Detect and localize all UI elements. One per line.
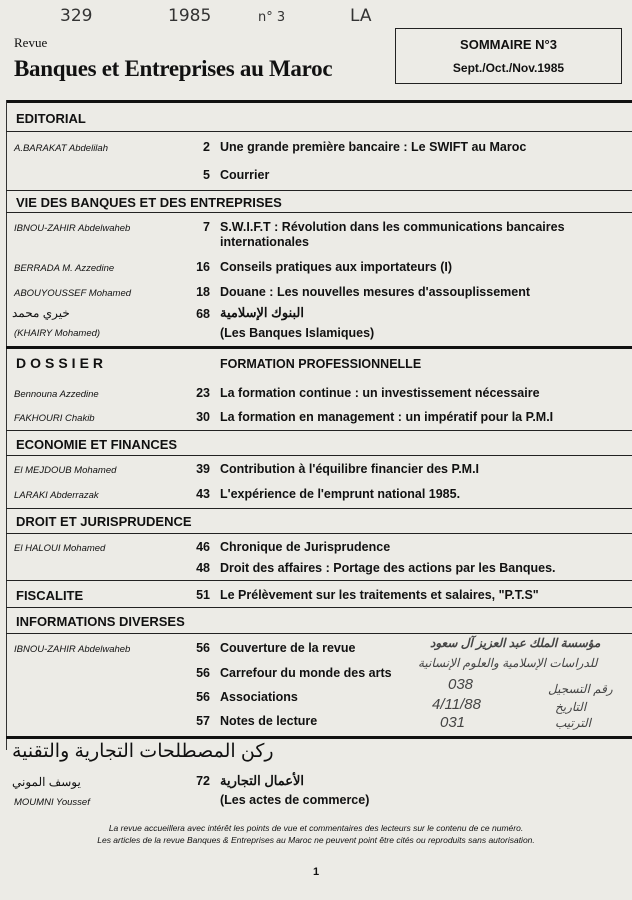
article-title[interactable]: Le Prélèvement sur les traitements et salaires, "P.T.S" bbox=[220, 588, 539, 602]
handwritten-ref: 329 bbox=[60, 6, 93, 26]
article-title[interactable]: Contribution à l'équilibre financier des P.M.I bbox=[220, 462, 480, 476]
page-number-footer: 1 bbox=[312, 866, 320, 878]
divider bbox=[6, 736, 632, 739]
page-number: 30 bbox=[196, 410, 210, 424]
divider bbox=[6, 533, 632, 534]
sommaire-date: Sept./Oct./Nov.1985 bbox=[452, 61, 565, 75]
handwritten-issue: n° 3 bbox=[258, 10, 286, 25]
sommaire-title: SOMMAIRE N°3 bbox=[460, 37, 557, 52]
divider bbox=[6, 346, 632, 349]
page-number: 56 bbox=[196, 641, 210, 655]
author: IBNOU-ZAHIR Abdelwaheb bbox=[14, 644, 131, 655]
article-title[interactable]: Carrefour du monde des arts bbox=[220, 666, 392, 680]
author: FAKHOURI Chakib bbox=[14, 413, 95, 424]
article-title[interactable]: Chronique de Jurisprudence bbox=[220, 540, 391, 554]
article-title[interactable]: Une grande première bancaire : Le SWIFT au Maroc bbox=[220, 140, 527, 154]
section-dossier: DOSSIER bbox=[16, 355, 108, 371]
article-title[interactable]: L'expérience de l'emprunt national 1985. bbox=[220, 487, 461, 501]
footer-note-2: Les articles de la revue Banques & Entreprises au Maroc ne peuvent point être cités ou reproduits sans autorisation. bbox=[97, 835, 535, 845]
article-title[interactable]: Douane : Les nouvelles mesures d'assouplissement bbox=[220, 285, 531, 299]
stamp-order-value: 031 bbox=[440, 714, 466, 731]
author: El HALOUI Mohamed bbox=[14, 543, 106, 554]
page-number: 56 bbox=[196, 666, 210, 680]
stamp-line2: للدراسات الإسلامية والعلوم الإنسانية bbox=[418, 656, 598, 670]
article-title[interactable]: La formation en management : un impératif pour la P.M.I bbox=[220, 410, 554, 424]
article-title[interactable]: (Les Banques Islamiques) bbox=[220, 326, 375, 340]
section-vie-banques: VIE DES BANQUES ET DES ENTREPRISES bbox=[16, 195, 282, 210]
article-title-arabic[interactable]: الأعمال التجارية bbox=[220, 773, 305, 788]
stamp-date-label: التاريخ bbox=[555, 700, 587, 714]
arabic-heading: ركن المصطلحات التجارية والتقنية bbox=[12, 741, 274, 762]
left-rule bbox=[6, 100, 7, 750]
page-number: 16 bbox=[196, 260, 210, 274]
divider bbox=[6, 100, 632, 103]
page-number: 7 bbox=[203, 220, 210, 234]
divider bbox=[6, 190, 632, 191]
article-title[interactable]: Droit des affaires : Portage des actions par les Banques. bbox=[220, 561, 556, 575]
journal-title: Banques et Entreprises au Maroc bbox=[14, 56, 333, 81]
stamp-order-label: الترتيب bbox=[555, 716, 591, 730]
author: ABOUYOUSSEF Mohamed bbox=[14, 288, 132, 299]
stamp-reg-label: رقم التسجيل bbox=[548, 682, 613, 696]
page-number: 23 bbox=[196, 386, 210, 400]
sommaire-box bbox=[395, 28, 622, 84]
stamp-date-value: 4/11/88 bbox=[432, 696, 481, 713]
section-fiscalite: FISCALITE bbox=[16, 588, 84, 603]
article-title[interactable]: Courrier bbox=[220, 168, 270, 182]
article-title[interactable]: Associations bbox=[220, 690, 298, 704]
author-arabic: يوسف الموني bbox=[12, 775, 81, 789]
author: BERRADA M. Azzedine bbox=[14, 263, 115, 274]
page-number: 72 bbox=[196, 774, 210, 788]
page-number: 68 bbox=[196, 307, 210, 321]
footer-note-1: La revue accueillera avec intérêt les points de vue et commentaires des lecteurs sur le contenu de ce numéro. bbox=[108, 823, 524, 833]
section-editorial: EDITORIAL bbox=[16, 111, 86, 126]
page-number: 57 bbox=[196, 714, 210, 728]
author: LARAKI Abderrazak bbox=[14, 490, 99, 501]
handwritten-year: 1985 bbox=[168, 6, 212, 26]
author-arabic: خيري محمد bbox=[12, 306, 70, 320]
article-title[interactable]: (Les actes de commerce) bbox=[220, 793, 370, 807]
page-number: 51 bbox=[196, 588, 210, 602]
article-title[interactable]: S.W.I.F.T : Révolution dans les communications bancaires internationales bbox=[220, 220, 565, 249]
author: MOUMNI Youssef bbox=[14, 797, 90, 808]
section-informations: INFORMATIONS DIVERSES bbox=[16, 614, 185, 629]
dossier-topic: FORMATION PROFESSIONNELLE bbox=[220, 357, 422, 371]
page-number: 39 bbox=[196, 462, 210, 476]
divider bbox=[6, 212, 632, 213]
article-title[interactable]: La formation continue : un investissement nécessaire bbox=[220, 386, 540, 400]
divider bbox=[6, 580, 632, 581]
divider bbox=[6, 430, 632, 431]
stamp-line1: مؤسسة الملك عبد العزيز آل سعود bbox=[430, 636, 601, 650]
author: IBNOU-ZAHIR Abdelwaheb bbox=[14, 223, 131, 234]
handwritten-letters: LA bbox=[350, 6, 372, 26]
divider bbox=[6, 455, 632, 456]
page-number: 18 bbox=[196, 285, 210, 299]
stamp-reg-value: 038 bbox=[448, 676, 474, 693]
section-droit: DROIT ET JURISPRUDENCE bbox=[16, 514, 192, 529]
author: Bennouna Azzedine bbox=[14, 389, 99, 400]
divider bbox=[6, 131, 632, 132]
page-number: 43 bbox=[196, 487, 210, 501]
page-number: 46 bbox=[196, 540, 210, 554]
article-title[interactable]: Notes de lecture bbox=[220, 714, 318, 728]
revue-label: Revue bbox=[14, 35, 48, 50]
section-economie: ECONOMIE ET FINANCES bbox=[16, 437, 178, 452]
page-number: 56 bbox=[196, 690, 210, 704]
article-title[interactable]: Couverture de la revue bbox=[220, 641, 356, 655]
author: A.BARAKAT Abdelilah bbox=[14, 143, 108, 154]
page-number: 5 bbox=[203, 168, 210, 182]
article-title[interactable]: Conseils pratiques aux importateurs (I) bbox=[220, 260, 452, 274]
divider bbox=[6, 508, 632, 509]
divider bbox=[6, 607, 632, 608]
author: (KHAIRY Mohamed) bbox=[14, 328, 101, 339]
page-number: 2 bbox=[203, 140, 210, 154]
author: El MEJDOUB Mohamed bbox=[14, 465, 117, 476]
page-number: 48 bbox=[196, 561, 210, 575]
divider bbox=[6, 633, 632, 634]
article-title-arabic[interactable]: البنوك الإسلامية bbox=[220, 305, 304, 320]
